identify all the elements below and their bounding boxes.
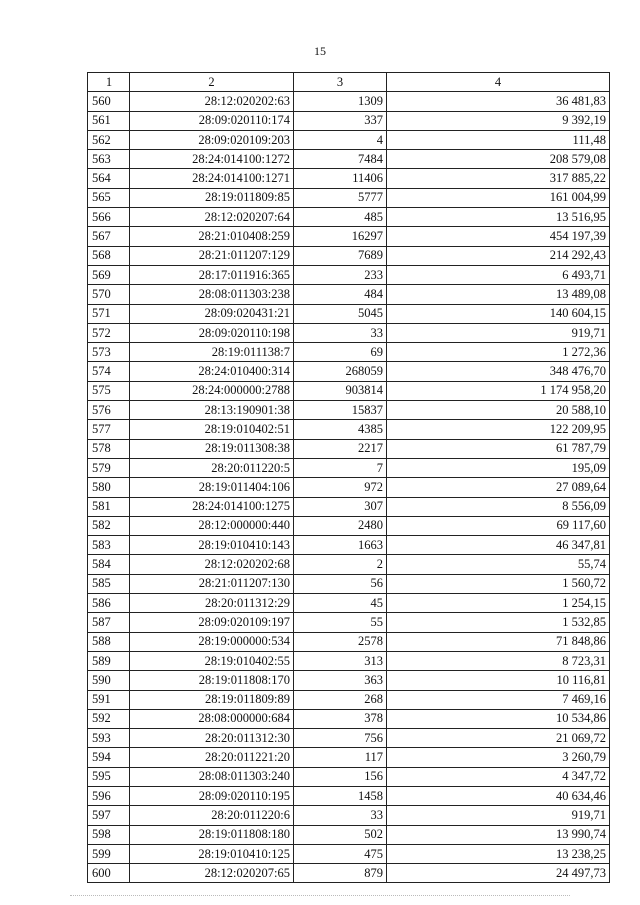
cadastral-number-cell: 28:19:010402:55 (130, 651, 294, 670)
cadastral-number-cell: 28:19:011808:170 (130, 671, 294, 690)
amount-cell: 111,48 (387, 130, 610, 149)
table-row (88, 613, 610, 632)
cadastral-number-cell: 28:09:020110:174 (130, 111, 294, 130)
cadastral-number-cell: 28:12:020202:68 (130, 555, 294, 574)
row-number-cell: 593 (88, 729, 130, 748)
area-cell: 7484 (294, 150, 387, 169)
area-cell: 2480 (294, 516, 387, 535)
cadastral-number-cell: 28:19:010410:125 (130, 844, 294, 863)
amount-cell: 40 634,46 (387, 786, 610, 805)
table-row (88, 381, 610, 400)
amount-cell: 7 469,16 (387, 690, 610, 709)
amount-cell: 27 089,64 (387, 478, 610, 497)
cadastral-number-cell: 28:17:011916:365 (130, 265, 294, 284)
area-cell: 484 (294, 285, 387, 304)
cadastral-number-cell: 28:08:000000:684 (130, 709, 294, 728)
table-row (88, 92, 610, 111)
table-row (88, 265, 610, 284)
table-row (88, 516, 610, 535)
area-cell: 4 (294, 130, 387, 149)
cadastral-number-cell: 28:12:020202:63 (130, 92, 294, 111)
amount-cell: 454 197,39 (387, 227, 610, 246)
table-row (88, 439, 610, 458)
row-number-cell: 575 (88, 381, 130, 400)
table-row (88, 555, 610, 574)
table-row (88, 825, 610, 844)
table-row (88, 690, 610, 709)
row-number-cell: 583 (88, 536, 130, 555)
table-row (88, 536, 610, 555)
table-row (88, 574, 610, 593)
cadastral-number-cell: 28:24:000000:2788 (130, 381, 294, 400)
amount-cell: 46 347,81 (387, 536, 610, 555)
table-row (88, 188, 610, 207)
area-cell: 363 (294, 671, 387, 690)
amount-cell: 208 579,08 (387, 150, 610, 169)
table-row (88, 806, 610, 825)
row-number-cell: 581 (88, 497, 130, 516)
header-col-4: 4 (387, 73, 610, 92)
cadastral-number-cell: 28:12:020207:65 (130, 864, 294, 883)
bottom-divider (70, 895, 570, 896)
area-cell: 33 (294, 323, 387, 342)
header-col-3: 3 (294, 73, 387, 92)
page-number: 15 (314, 44, 326, 58)
table-row (88, 767, 610, 786)
cadastral-number-cell: 28:19:011809:89 (130, 690, 294, 709)
area-cell: 879 (294, 864, 387, 883)
cadastral-number-cell: 28:19:011809:85 (130, 188, 294, 207)
area-cell: 4385 (294, 420, 387, 439)
amount-cell: 55,74 (387, 555, 610, 574)
table-row (88, 401, 610, 420)
amount-cell: 21 069,72 (387, 729, 610, 748)
amount-cell: 10 116,81 (387, 671, 610, 690)
row-number-cell: 574 (88, 362, 130, 381)
amount-cell: 1 174 958,20 (387, 381, 610, 400)
row-number-cell: 571 (88, 304, 130, 323)
area-cell: 117 (294, 748, 387, 767)
amount-cell: 61 787,79 (387, 439, 610, 458)
table-row (88, 671, 610, 690)
cadastral-number-cell: 28:21:010408:259 (130, 227, 294, 246)
amount-cell: 13 489,08 (387, 285, 610, 304)
area-cell: 378 (294, 709, 387, 728)
area-cell: 15837 (294, 401, 387, 420)
row-number-cell: 569 (88, 265, 130, 284)
row-number-cell: 580 (88, 478, 130, 497)
area-cell: 55 (294, 613, 387, 632)
area-cell: 307 (294, 497, 387, 516)
cadastral-number-cell: 28:20:011220:6 (130, 806, 294, 825)
area-cell: 268059 (294, 362, 387, 381)
row-number-cell: 591 (88, 690, 130, 709)
row-number-cell: 599 (88, 844, 130, 863)
cadastral-number-cell: 28:24:014100:1275 (130, 497, 294, 516)
area-cell: 313 (294, 651, 387, 670)
amount-cell: 69 117,60 (387, 516, 610, 535)
table-row (88, 844, 610, 863)
table-row (88, 111, 610, 130)
row-number-cell: 564 (88, 169, 130, 188)
row-number-cell: 585 (88, 574, 130, 593)
area-cell: 756 (294, 729, 387, 748)
cadastral-number-cell: 28:09:020431:21 (130, 304, 294, 323)
cadastral-number-cell: 28:20:011221:20 (130, 748, 294, 767)
row-number-cell: 561 (88, 111, 130, 130)
cadastral-number-cell: 28:19:011308:38 (130, 439, 294, 458)
row-number-cell: 582 (88, 516, 130, 535)
amount-cell: 71 848,86 (387, 632, 610, 651)
table-row (88, 323, 610, 342)
table-row (88, 150, 610, 169)
amount-cell: 919,71 (387, 806, 610, 825)
row-number-cell: 578 (88, 439, 130, 458)
amount-cell: 317 885,22 (387, 169, 610, 188)
table-row (88, 729, 610, 748)
row-number-cell: 567 (88, 227, 130, 246)
cadastral-number-cell: 28:19:011808:180 (130, 825, 294, 844)
row-number-cell: 568 (88, 246, 130, 265)
cadastral-number-cell: 28:20:011312:30 (130, 729, 294, 748)
area-cell: 475 (294, 844, 387, 863)
row-number-cell: 579 (88, 458, 130, 477)
table-row (88, 709, 610, 728)
row-number-cell: 600 (88, 864, 130, 883)
row-number-cell: 595 (88, 767, 130, 786)
amount-cell: 9 392,19 (387, 111, 610, 130)
row-number-cell: 592 (88, 709, 130, 728)
amount-cell: 13 516,95 (387, 208, 610, 227)
amount-cell: 6 493,71 (387, 265, 610, 284)
amount-cell: 161 004,99 (387, 188, 610, 207)
cadastral-number-cell: 28:13:190901:38 (130, 401, 294, 420)
table-row (88, 632, 610, 651)
amount-cell: 140 604,15 (387, 304, 610, 323)
area-cell: 16297 (294, 227, 387, 246)
cadastral-number-cell: 28:21:011207:129 (130, 246, 294, 265)
table-row (88, 362, 610, 381)
cadastral-number-cell: 28:19:010402:51 (130, 420, 294, 439)
amount-cell: 214 292,43 (387, 246, 610, 265)
area-cell: 502 (294, 825, 387, 844)
cadastral-number-cell: 28:12:000000:440 (130, 516, 294, 535)
amount-cell: 8 556,09 (387, 497, 610, 516)
area-cell: 11406 (294, 169, 387, 188)
table-row (88, 246, 610, 265)
cadastral-number-cell: 28:19:011404:106 (130, 478, 294, 497)
row-number-cell: 584 (88, 555, 130, 574)
row-number-cell: 590 (88, 671, 130, 690)
amount-cell: 36 481,83 (387, 92, 610, 111)
area-cell: 485 (294, 208, 387, 227)
amount-cell: 195,09 (387, 458, 610, 477)
table-row (88, 208, 610, 227)
header-col-2: 2 (130, 73, 294, 92)
table-row (88, 748, 610, 767)
area-cell: 1458 (294, 786, 387, 805)
area-cell: 268 (294, 690, 387, 709)
area-cell: 156 (294, 767, 387, 786)
cadastral-number-cell: 28:24:014100:1271 (130, 169, 294, 188)
table-row (88, 420, 610, 439)
row-number-cell: 596 (88, 786, 130, 805)
row-number-cell: 565 (88, 188, 130, 207)
table-row (88, 786, 610, 805)
cadastral-number-cell: 28:21:011207:130 (130, 574, 294, 593)
area-cell: 69 (294, 343, 387, 362)
row-number-cell: 586 (88, 594, 130, 613)
amount-cell: 1 532,85 (387, 613, 610, 632)
amount-cell: 348 476,70 (387, 362, 610, 381)
table-row (88, 169, 610, 188)
header-col-1: 1 (88, 73, 130, 92)
table-row (88, 304, 610, 323)
amount-cell: 24 497,73 (387, 864, 610, 883)
row-number-cell: 573 (88, 343, 130, 362)
area-cell: 7689 (294, 246, 387, 265)
area-cell: 2217 (294, 439, 387, 458)
amount-cell: 1 560,72 (387, 574, 610, 593)
row-number-cell: 560 (88, 92, 130, 111)
table-row (88, 594, 610, 613)
data-table (87, 72, 610, 883)
cadastral-number-cell: 28:12:020207:64 (130, 208, 294, 227)
amount-cell: 13 990,74 (387, 825, 610, 844)
amount-cell: 3 260,79 (387, 748, 610, 767)
area-cell: 2578 (294, 632, 387, 651)
area-cell: 337 (294, 111, 387, 130)
area-cell: 972 (294, 478, 387, 497)
area-cell: 1663 (294, 536, 387, 555)
cadastral-number-cell: 28:24:010400:314 (130, 362, 294, 381)
area-cell: 5777 (294, 188, 387, 207)
row-number-cell: 577 (88, 420, 130, 439)
table-row (88, 130, 610, 149)
cadastral-number-cell: 28:08:011303:240 (130, 767, 294, 786)
row-number-cell: 576 (88, 401, 130, 420)
row-number-cell: 562 (88, 130, 130, 149)
amount-cell: 20 588,10 (387, 401, 610, 420)
cadastral-number-cell: 28:20:011312:29 (130, 594, 294, 613)
row-number-cell: 589 (88, 651, 130, 670)
row-number-cell: 594 (88, 748, 130, 767)
area-cell: 2 (294, 555, 387, 574)
cadastral-number-cell: 28:09:020109:197 (130, 613, 294, 632)
row-number-cell: 570 (88, 285, 130, 304)
table-row (88, 497, 610, 516)
cadastral-number-cell: 28:24:014100:1272 (130, 150, 294, 169)
area-cell: 56 (294, 574, 387, 593)
area-cell: 7 (294, 458, 387, 477)
row-number-cell: 566 (88, 208, 130, 227)
area-cell: 903814 (294, 381, 387, 400)
row-number-cell: 563 (88, 150, 130, 169)
amount-cell: 13 238,25 (387, 844, 610, 863)
table-row (88, 227, 610, 246)
table-row (88, 285, 610, 304)
table-row (88, 343, 610, 362)
area-cell: 1309 (294, 92, 387, 111)
amount-cell: 122 209,95 (387, 420, 610, 439)
amount-cell: 1 272,36 (387, 343, 610, 362)
area-cell: 233 (294, 265, 387, 284)
table-row (88, 458, 610, 477)
area-cell: 33 (294, 806, 387, 825)
row-number-cell: 598 (88, 825, 130, 844)
cadastral-number-cell: 28:19:011138:7 (130, 343, 294, 362)
amount-cell: 919,71 (387, 323, 610, 342)
table-row (88, 864, 610, 883)
row-number-cell: 597 (88, 806, 130, 825)
row-number-cell: 588 (88, 632, 130, 651)
row-number-cell: 572 (88, 323, 130, 342)
table-row (88, 651, 610, 670)
cadastral-number-cell: 28:08:011303:238 (130, 285, 294, 304)
area-cell: 45 (294, 594, 387, 613)
cadastral-number-cell: 28:09:020109:203 (130, 130, 294, 149)
area-cell: 5045 (294, 304, 387, 323)
cadastral-number-cell: 28:09:020110:198 (130, 323, 294, 342)
table-body (88, 73, 610, 883)
cadastral-number-cell: 28:19:000000:534 (130, 632, 294, 651)
amount-cell: 8 723,31 (387, 651, 610, 670)
cadastral-number-cell: 28:20:011220:5 (130, 458, 294, 477)
cadastral-number-cell: 28:09:020110:195 (130, 786, 294, 805)
row-number-cell: 587 (88, 613, 130, 632)
cadastral-number-cell: 28:19:010410:143 (130, 536, 294, 555)
amount-cell: 10 534,86 (387, 709, 610, 728)
amount-cell: 4 347,72 (387, 767, 610, 786)
table-row (88, 478, 610, 497)
table-header-row (88, 73, 610, 92)
amount-cell: 1 254,15 (387, 594, 610, 613)
